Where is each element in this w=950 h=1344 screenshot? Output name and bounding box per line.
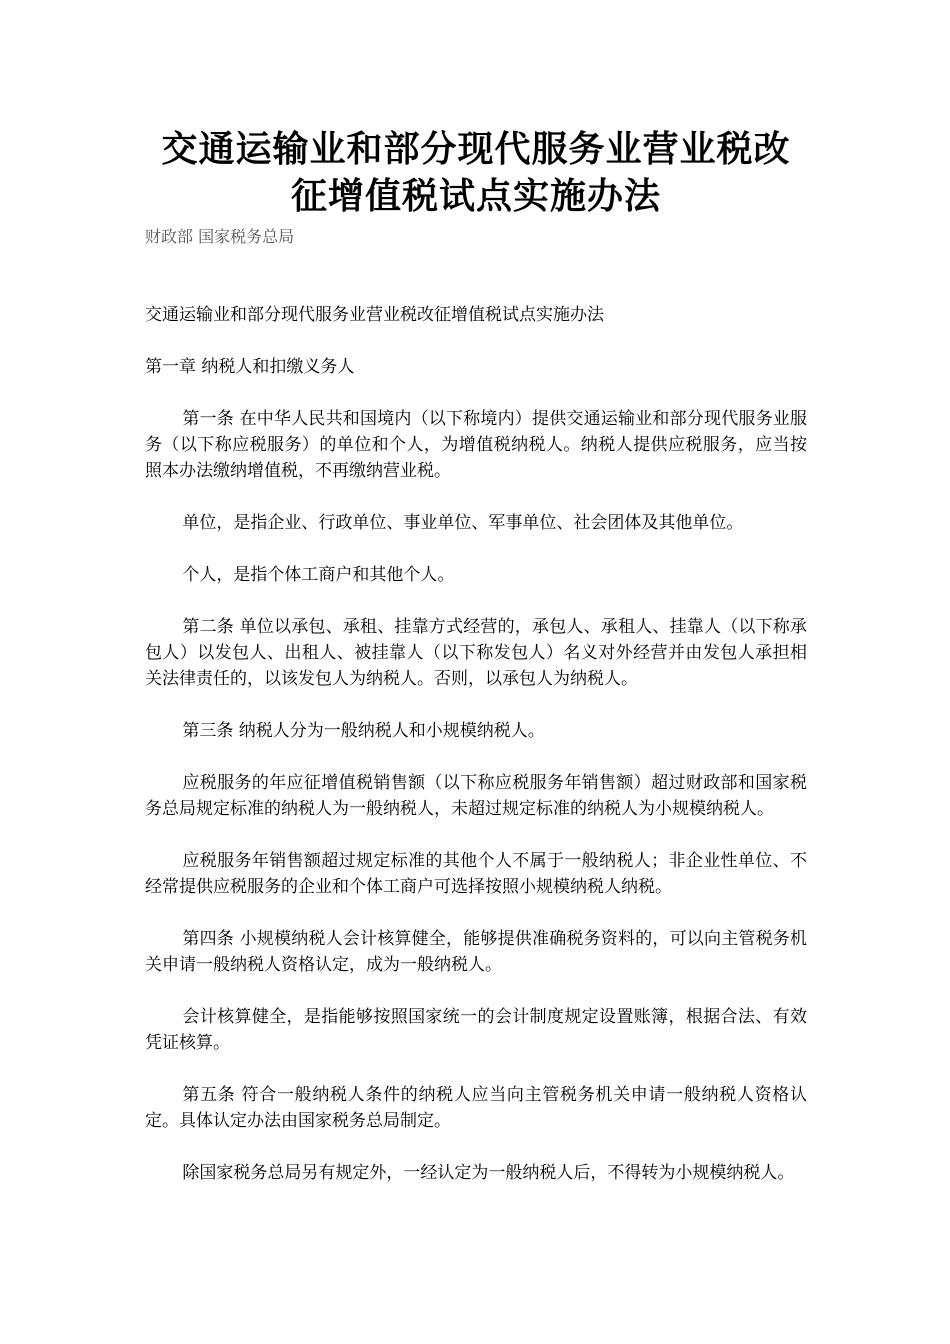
paragraph-annual-sales: 应税服务的年应征增值税销售额（以下称应税服务年销售额）超过财政部和国家税务总局规定标准的纳税人为一般纳税人，未超过规定标准的纳税人为小规模纳税人。 [145, 773, 807, 819]
document-author: 财政部 国家税务总局 [145, 227, 295, 246]
document-page [145, 0, 807, 1212]
paragraph-unit-definition: 单位，是指企业、行政单位、事业单位、军事单位、社会团体及其他单位。 [182, 513, 744, 533]
paragraph-no-conversion: 除国家税务总局另有规定外，一经认定为一般纳税人后，不得转为小规模纳税人。 [182, 1163, 795, 1183]
article-4-paragraph: 第四条 小规模纳税人会计核算健全，能够提供准确税务资料的，可以向主管税务机关申请一般纳税人资格认定，成为一般纳税人。 [145, 929, 807, 975]
title-line-2: 征增值税试点实施办法 [290, 176, 661, 217]
paragraph-other-individuals: 应税服务年销售额超过规定标准的其他个人不属于一般纳税人；非企业性单位、不经常提供应税服务的企业和个体工商户可选择按照小规模纳税人纳税。 [145, 851, 807, 897]
chapter-heading: 第一章 纳税人和扣缴义务人 [145, 357, 355, 377]
article-2-paragraph: 第二条 单位以承包、承租、挂靠方式经营的，承包人、承租人、挂靠人（以下称承包人）以发包人、出租人、被挂靠人（以下称发包人）名义对外经营并由发包人承担相关法律责任的，以该发包人为纳税人。否则，以承包人为纳税人。 [145, 617, 807, 689]
article-5-paragraph: 第五条 符合一般纳税人条件的纳税人应当向主管税务机关申请一般纳税人资格认定。具体认定办法由国家税务总局制定。 [145, 1085, 807, 1131]
document-title [145, 0, 807, 220]
title-line-1: 交通运输业和部分现代服务业营业税改 [161, 129, 791, 170]
article-1-paragraph: 第一条 在中华人民共和国境内（以下称境内）提供交通运输业和部分现代服务业服务（以下称应税服务）的单位和个人，为增值税纳税人。纳税人提供应税服务，应当按照本办法缴纳增值税，不再缴纳营业税。 [145, 409, 807, 481]
document-body [145, 302, 807, 1186]
subtitle-paragraph: 交通运输业和部分现代服务业营业税改征增值税试点实施办法 [145, 305, 604, 325]
paragraph-accounting-sound: 会计核算健全，是指能够按照国家统一的会计制度规定设置账簿，根据合法、有效凭证核算。 [145, 1007, 807, 1053]
paragraph-individual-definition: 个人，是指个体工商户和其他个人。 [182, 565, 455, 585]
article-3-paragraph: 第三条 纳税人分为一般纳税人和小规模纳税人。 [182, 721, 545, 741]
